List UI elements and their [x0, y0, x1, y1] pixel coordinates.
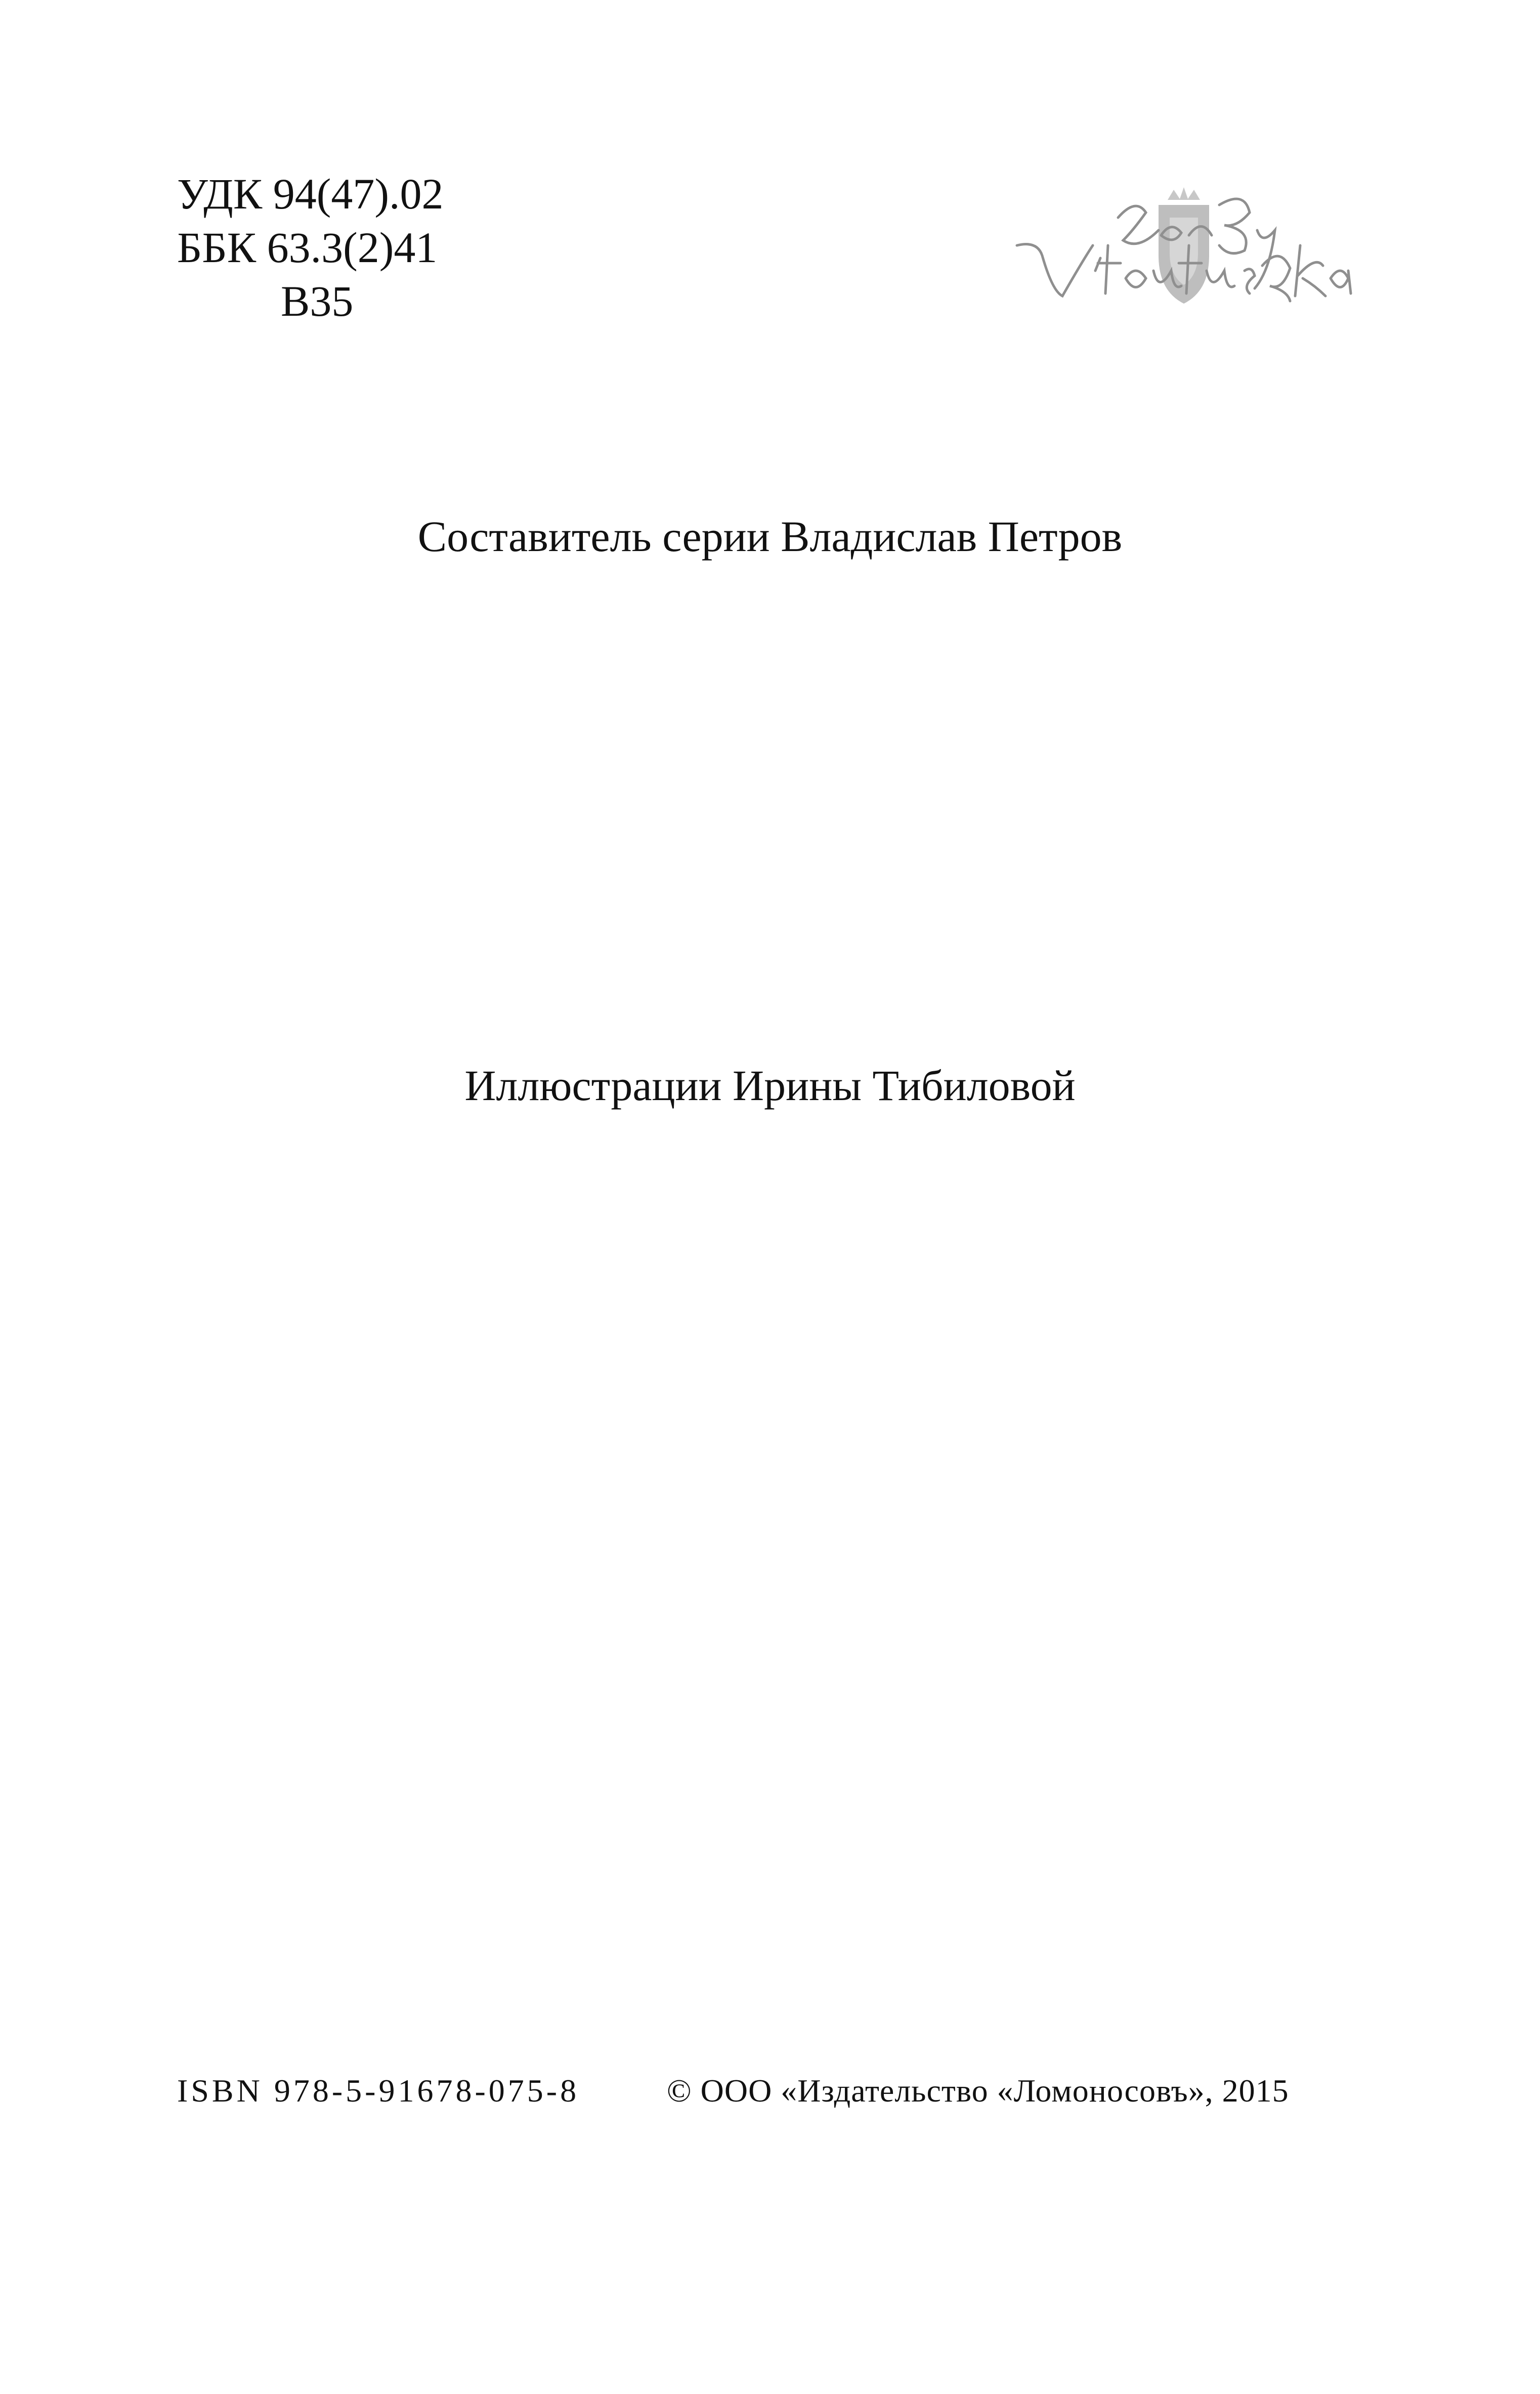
series-compiler: Составитель серии Владислав Петров [417, 512, 1123, 561]
bbk-code: ББК 63.3(2)41 [177, 223, 438, 272]
author-mark: В35 [281, 277, 354, 325]
copyright: © ООО «Издательство «Ломоносовъ», 2015 [667, 2073, 1289, 2109]
classification-block [177, 167, 444, 328]
udk-code: УДК 94(47).02 [177, 170, 444, 218]
scan-by-vitautus-kali-logo-icon [1007, 170, 1361, 321]
isbn: ISBN 978-5-91678-075-8 [177, 2073, 580, 2109]
illustrations-credit: Иллюстрации Ирины Тибиловой [464, 1061, 1076, 1110]
